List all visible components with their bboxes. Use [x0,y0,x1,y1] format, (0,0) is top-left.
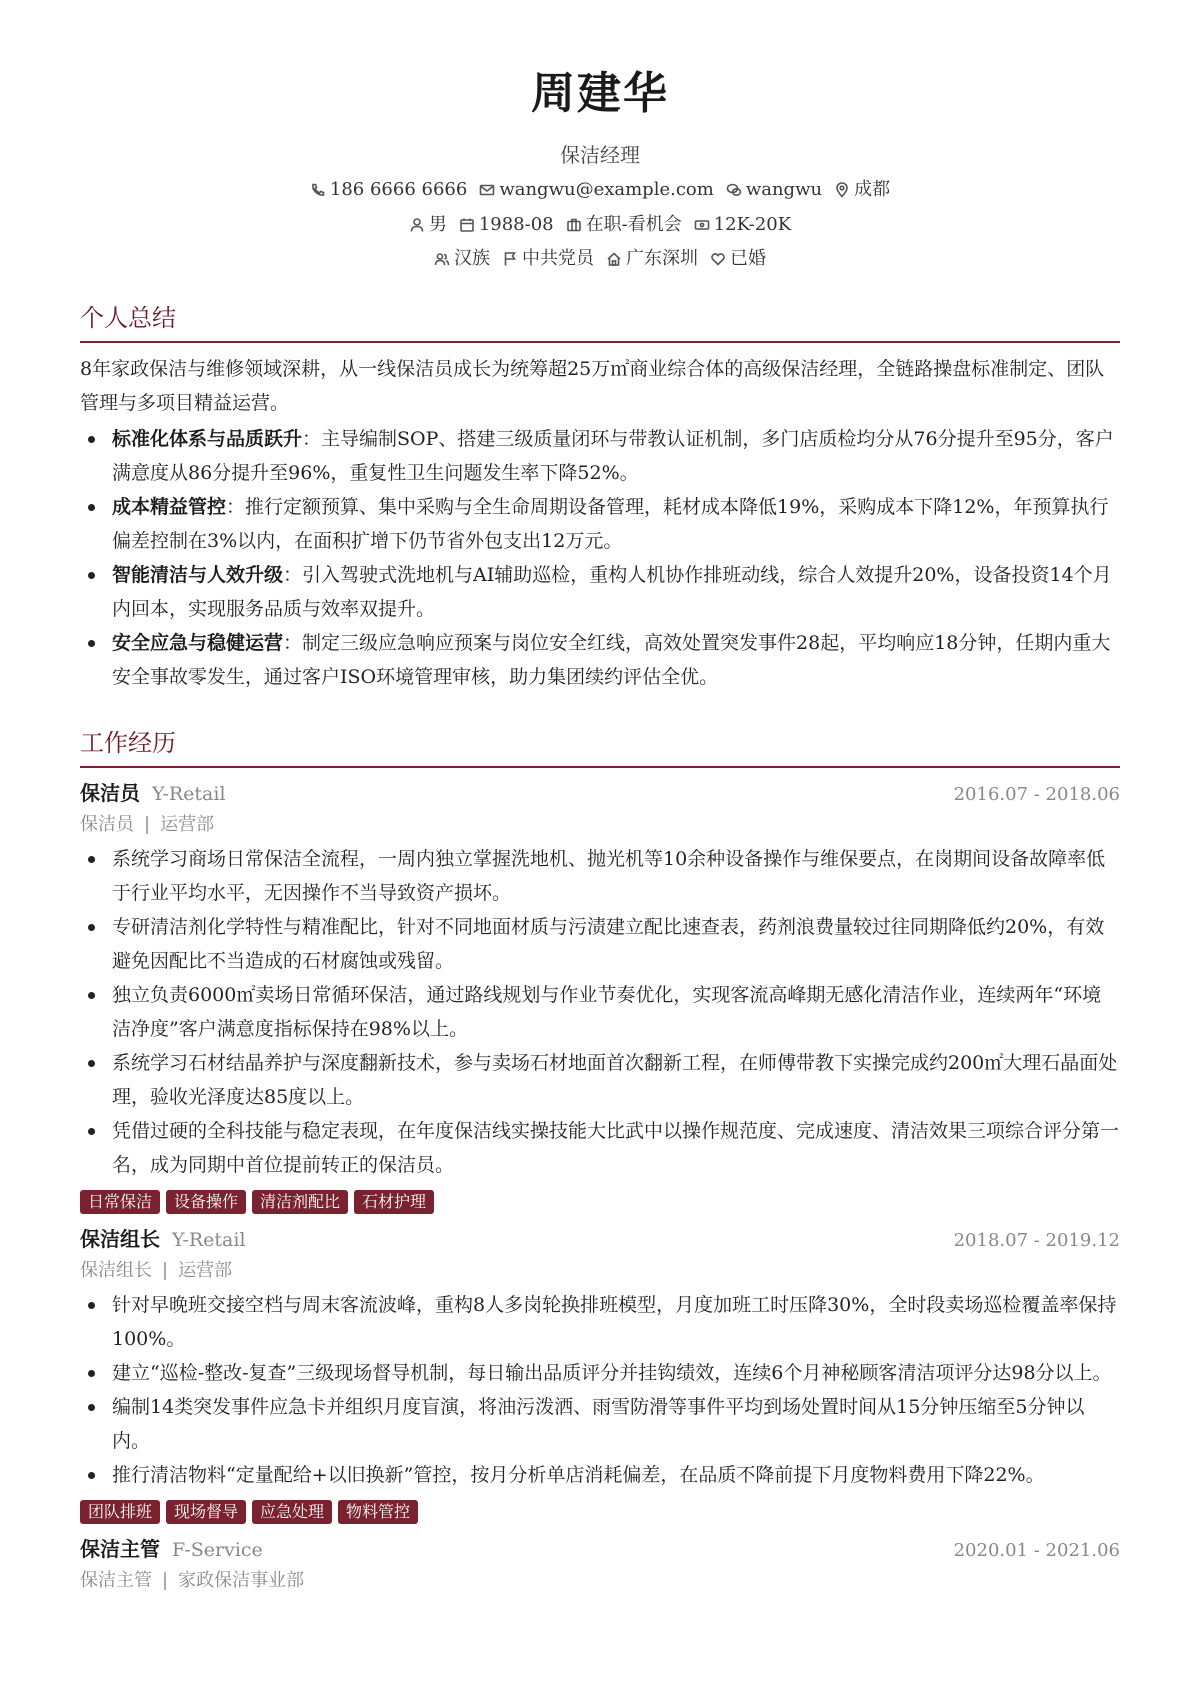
job-title: 保洁经理 [560,143,640,167]
summary-intro: 8年家政保洁与维修领域深耕，从一线保洁员成长为统筹超25万㎡商业综合体的高级保洁经理，全链路操盘标准制定、团队管理与多项目精益运营。 [80,358,1105,414]
politics-item [502,247,594,271]
briefcase-icon [566,217,582,233]
job-bullet: 系统学习石材结晶养护与深度翻新技术，参与卖场石材地面首次翻新工程，在师傅带教下实操完成约200㎡大理石晶面处理，验收光泽度达85度以上。 [80,1046,1120,1114]
users-icon [434,251,450,267]
politics-text: 中共党员 [522,248,594,269]
home-icon [606,251,622,267]
job-bullet: 独立负责6000㎡卖场日常循环保洁，通过路线规划与作业节奏优化，实现客流高峰期无感化清洁作业，连续两年“环境洁净度”客户满意度指标保持在98%以上。 [80,978,1120,1046]
summary-item-text: ：制定三级应急响应预案与岗位安全红线，高效处置突发事件28起，平均响应18分钟，任期内重大安全事故零发生，通过客户ISO环境管理审核，助力集团续约评估全优。 [112,632,1111,688]
summary-item-text: ：引入驾驶式洗地机与AI辅助巡检，重构人机协作排班动线，综合人效提升20%，设备投资14个月内回本，实现服务品质与效率双提升。 [112,564,1112,620]
skill-tags [80,1190,1120,1214]
skill-tag: 石材护理 [354,1190,434,1214]
phone-text: 186 6666 6666 [329,179,468,200]
birth-item [459,213,554,237]
job-bullets [80,1288,1120,1492]
mail-icon [479,182,495,198]
money-icon [694,217,710,233]
skill-tags [80,1500,1120,1524]
calendar-icon [459,217,475,233]
job-dept: 家政保洁事业部 [178,1570,305,1591]
marital-item [710,247,766,271]
job-role: 保洁员 [80,781,140,805]
skill-tag: 物料管控 [338,1500,418,1524]
job-dept: 运营部 [160,814,215,835]
phone-icon [310,182,326,198]
job-position: 保洁员 [80,814,134,835]
skill-tag: 清洁剂配比 [252,1190,348,1214]
status-text: 在职-看机会 [585,214,682,235]
ethnicity-item [434,247,490,271]
job-header [80,1534,1120,1566]
city-text: 成都 [854,179,891,200]
job-subline [80,810,1120,840]
summary-item [80,422,1120,490]
hometown-item [606,247,698,271]
flag-icon [502,251,518,267]
email-text: wangwu@example.com [499,179,714,200]
experience-title: 工作经历 [80,726,1120,768]
location-icon [834,182,850,198]
job-bullets [80,842,1120,1182]
separator: | [144,814,151,835]
heart-icon [710,251,726,267]
summary-item-label: 标准化体系与品质跃升 [112,428,303,450]
skill-tag: 设备操作 [166,1190,246,1214]
job-entry [80,1224,1120,1524]
summary-item-text: ：推行定额预算、集中采购与全生命周期设备管理，耗材成本降低19%，采购成本下降12%，年预算执行偏差控制在3%以内，在面积扩增下仍节省外包支出12万元。 [112,496,1109,552]
skill-tag: 现场督导 [166,1500,246,1524]
job-date: 2020.01 - 2021.06 [953,1540,1120,1561]
job-position: 保洁组长 [80,1260,152,1281]
city-item [834,178,890,202]
job-bullet: 系统学习商场日常保洁全流程，一周内独立掌握洗地机、抛光机等10余种设备操作与维保要点，在岗期间设备故障率低于行业平均水平，无因操作不当导致资产损坏。 [80,842,1120,910]
job-company: Y-Retail [172,1229,246,1251]
status-item [566,213,682,237]
job-header [80,1224,1120,1256]
gender-text: 男 [428,214,447,235]
skill-tag: 应急处理 [252,1500,332,1524]
summary-item [80,490,1120,558]
marital-text: 已婚 [730,248,766,269]
email-item [479,178,714,202]
job-entry [80,1534,1120,1596]
candidate-name: 周建华 [531,68,669,119]
phone-item [310,178,467,202]
wechat-item [726,178,822,202]
job-header [80,778,1120,810]
summary-item [80,626,1120,694]
hometown-text: 广东深圳 [626,248,698,269]
job-entry [80,778,1120,1214]
summary-title: 个人总结 [80,301,1120,343]
job-bullet: 建立“巡检-整改-复查”三级现场督导机制，每日输出品质评分并挂钩绩效，连续6个月神秘顾客清洁项评分达98分以上。 [80,1356,1120,1390]
personal-info-row [80,247,1120,271]
summary-item-label: 安全应急与稳健运营 [112,632,284,654]
job-dept: 运营部 [178,1260,233,1281]
job-role: 保洁组长 [80,1227,160,1251]
job-bullet: 针对早晚班交接空档与周末客流波峰，重构8人多岗轮换排班模型，月度加班工时压降30%，全时段卖场巡检覆盖率保持100%。 [80,1288,1120,1356]
job-subline [80,1256,1120,1286]
job-company: F-Service [172,1539,263,1561]
job-position: 保洁主管 [80,1570,152,1591]
skill-tag: 团队排班 [80,1500,160,1524]
salary-text: 12K-20K [713,214,792,235]
ethnicity-text: 汉族 [454,248,490,269]
wechat-text: wangwu [745,179,823,200]
basic-info-row [80,213,1120,237]
summary-section [80,301,1120,694]
separator: | [162,1260,169,1281]
job-subline [80,1566,1120,1596]
job-role: 保洁主管 [80,1537,160,1561]
summary-item-label: 成本精益管控 [112,496,227,518]
skill-tag: 日常保洁 [80,1190,160,1214]
salary-item [694,213,791,237]
summary-item-label: 智能清洁与人效升级 [112,564,284,586]
contact-row [80,178,1120,202]
job-bullet: 编制14类突发事件应急卡并组织月度盲演，将油污泼洒、雨雪防滑等事件平均到场处置时间从15分钟压缩至5分钟以内。 [80,1390,1120,1458]
birth-text: 1988-08 [478,214,554,235]
summary-item-text: ：主导编制SOP、搭建三级质量闭环与带教认证机制，多门店质检均分从76分提升至95分，客户满意度从86分提升至96%，重复性卫生问题发生率下降52%。 [112,428,1114,484]
separator: | [162,1570,169,1591]
job-company: Y-Retail [152,783,226,805]
summary-item [80,558,1120,626]
job-bullet: 专研清洁剂化学特性与精准配比，针对不同地面材质与污渍建立配比速查表，药剂浪费量较过往同期降低约20%，有效避免因配比不当造成的石材腐蚀或残留。 [80,910,1120,978]
summary-list [80,422,1120,694]
wechat-icon [726,182,742,198]
user-icon [409,217,425,233]
job-bullet: 推行清洁物料“定量配给+以旧换新”管控，按月分析单店消耗偏差，在品质不降前提下月度物料费用下降22%。 [80,1458,1120,1492]
experience-section [80,726,1120,1596]
job-bullet: 凭借过硬的全科技能与稳定表现，在年度保洁线实操技能大比武中以操作规范度、完成速度、清洁效果三项综合评分第一名，成为同期中首位提前转正的保洁员。 [80,1114,1120,1182]
job-date: 2018.07 - 2019.12 [953,1230,1120,1251]
job-date: 2016.07 - 2018.06 [953,784,1120,805]
gender-item [409,213,447,237]
